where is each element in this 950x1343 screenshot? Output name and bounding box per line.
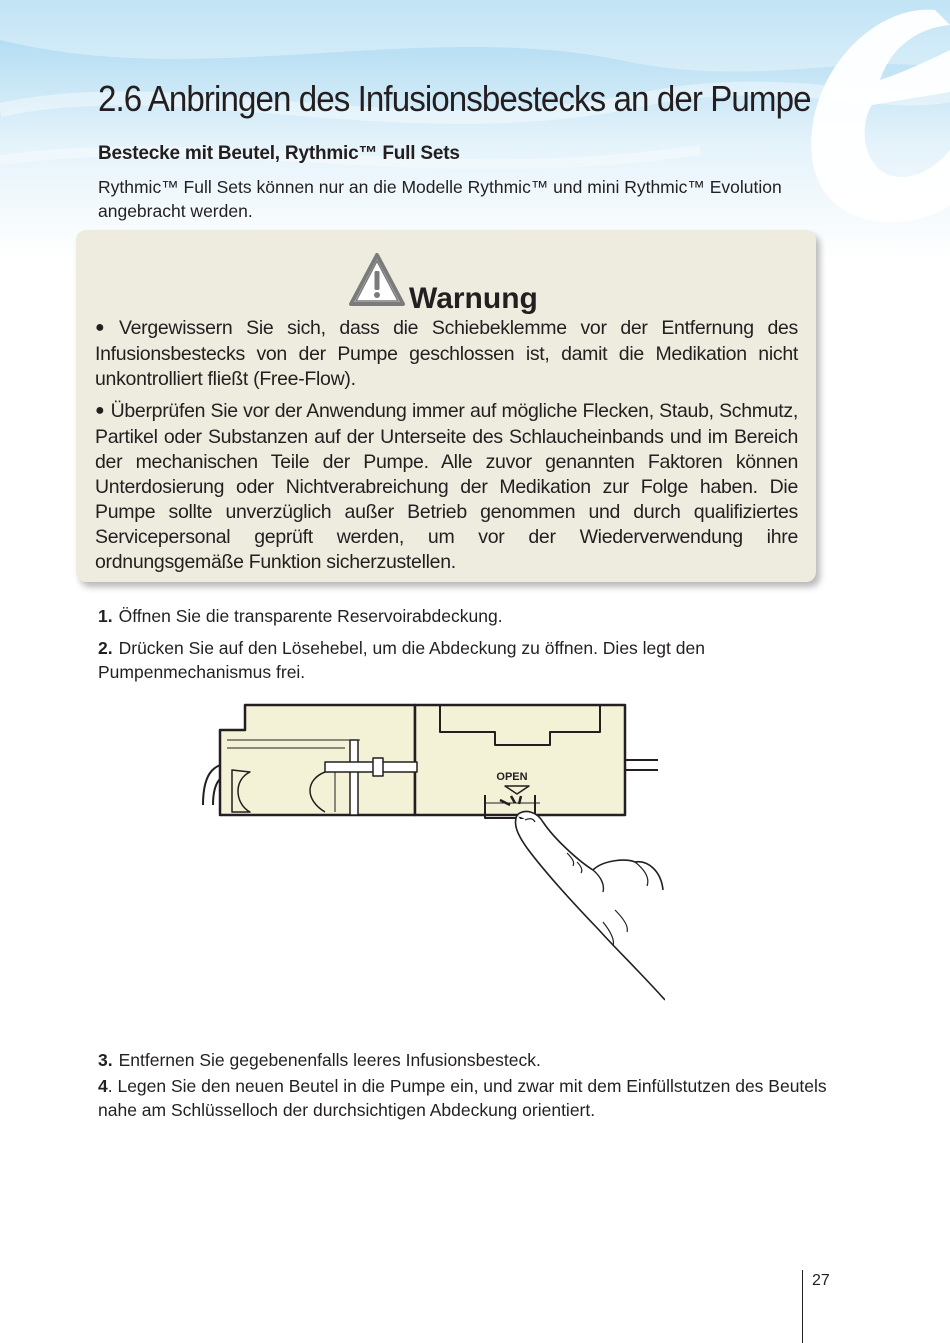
step-item [98,1048,838,1072]
pump-illustration [195,700,665,1010]
open-label: OPEN [496,771,528,783]
section-subheading: Bestecke mit Beutel, Rythmic™ Full Sets [98,143,460,164]
page-title: 2.6 Anbringen des Infusionsbestecks an der Pumpe [98,78,811,119]
step-number: 1. [98,606,113,626]
warning-body [95,316,798,582]
step-text: Drücken Sie auf den Lösehebel, um die Abdeckung zu öffnen. Dies legt den Pumpenmechanismus frei. [98,638,705,682]
warning-header [76,252,816,316]
step-text: Entfernen Sie gegebenenfalls leeres Infusionsbesteck. [118,1050,541,1070]
bullet-icon: ● [95,319,113,336]
warning-box [76,230,816,582]
bullet-icon: ● [95,402,105,419]
step-number: 2. [98,638,113,658]
warning-label: Warnung [409,282,538,315]
steps-list-bottom [98,1048,838,1130]
page-number: 27 [812,1272,830,1289]
step-number: 4 [98,1076,108,1096]
step-number: 3. [98,1050,113,1070]
step-item [98,604,838,628]
step-item [98,1074,838,1122]
warning-item: ● Überprüfen Sie vor der Anwendung immer auf mögliche Flecken, Staub, Schmutz, Partikel oder Substanzen auf der Unterseite des Schlaucheinbands und im Bereich der mechanischen Teile der Pumpe. Alle zuvor genannten Faktoren können Unterdosierung oder Nichtverabreichung der Medikation zur Folge haben. Die Pumpe sollte unverzüglich außer Betrieb genommen und durch qualifiziertes Servicepersonal geprüft werden, um vor der Wiederverwendung ihre ordnungsgemäße Funktion sicherzustellen. [95,400,798,573]
warning-triangle-icon [348,252,406,308]
intro-paragraph: Rythmic™ Full Sets können nur an die Modelle Rythmic™ und mini Rythmic™ Evolution angebracht werden. [98,177,782,221]
warning-item: ● Vergewissern Sie sich, dass die Schiebeklemme vor der Entfernung des Infusionsbestecks von der Pumpe geschlossen ist, damit die Medikation nicht unkontrolliert fließt (Free-Flow). [95,317,798,390]
step-item [98,636,838,684]
step-text: . Legen Sie den neuen Beutel in die Pumpe ein, und zwar mit dem Einfüllstutzen des Beutels nahe am Schlüsselloch der durchsichtigen Abdeckung orientiert. [98,1076,827,1120]
page-number-divider [802,1270,803,1343]
step-text: Öffnen Sie die transparente Reservoirabdeckung. [118,606,503,626]
steps-list-top [98,604,838,692]
